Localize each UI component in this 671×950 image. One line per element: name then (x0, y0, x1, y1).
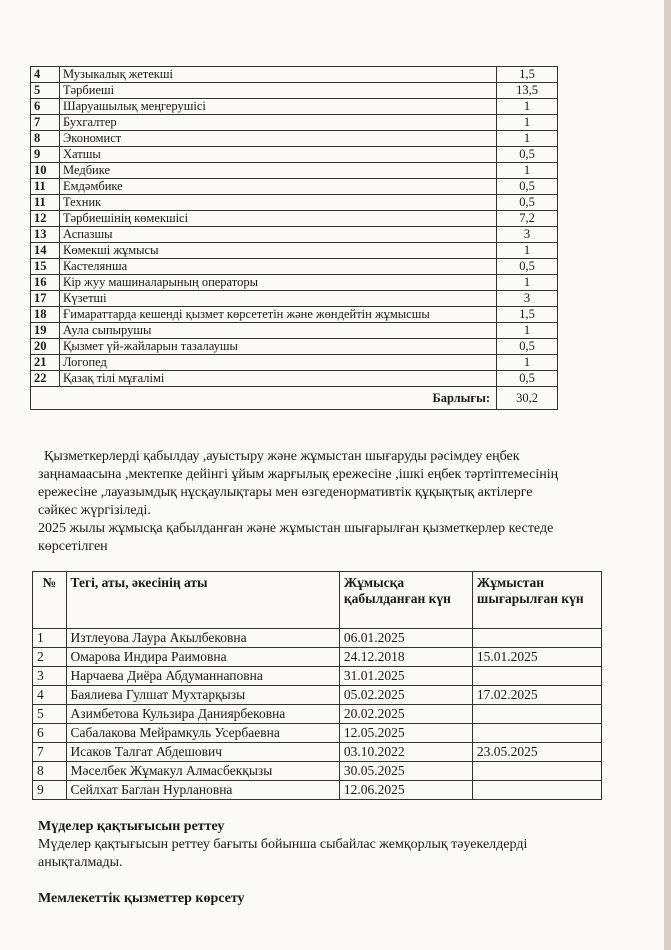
paragraph-line: 2025 жылы жұмысқа қабылданған және жұмыстан шығарылған қызметкерлер кестеде (38, 521, 554, 536)
table-row (33, 648, 602, 667)
position-name: Бухгалтер (60, 115, 497, 131)
table-row (31, 371, 558, 387)
row-number: 22 (31, 371, 60, 387)
table-row (31, 147, 558, 163)
hire-date: 12.05.2025 (339, 724, 472, 743)
position-name: Экономист (60, 131, 497, 147)
paragraph-line: көрсетілген (38, 539, 108, 554)
public-services-section (38, 890, 638, 908)
row-number: 20 (31, 339, 60, 355)
hire-dismissal-table (32, 571, 602, 800)
paragraph-line: сәйкес жүргізіледі. (38, 503, 151, 518)
position-name: Шаруашылық меңгерушісі (60, 99, 497, 115)
section-heading: Мемлекеттік қызметтер көрсету (38, 891, 245, 906)
row-number: 17 (31, 291, 60, 307)
position-name: Кастелянша (60, 259, 497, 275)
staff-positions-table (30, 66, 558, 410)
position-rate: 0,5 (497, 339, 558, 355)
position-name: Логопед (60, 355, 497, 371)
row-number: 1 (33, 629, 67, 648)
position-name: Музыкалық жетекші (60, 67, 497, 83)
table-row (31, 227, 558, 243)
row-number: 8 (31, 131, 60, 147)
row-number: 18 (31, 307, 60, 323)
hire-date: 03.10.2022 (339, 743, 472, 762)
table-row (31, 355, 558, 371)
column-header-number: № (33, 572, 67, 629)
position-rate: 13,5 (497, 83, 558, 99)
position-rate: 1 (497, 115, 558, 131)
position-name: Кір жуу машиналарының операторы (60, 275, 497, 291)
employee-name: Изтлеуова Лаура Акылбековна (66, 629, 339, 648)
table-row (33, 629, 602, 648)
total-label: Барлығы: (31, 387, 497, 410)
table-row (31, 131, 558, 147)
row-number: 19 (31, 323, 60, 339)
position-rate: 1 (497, 323, 558, 339)
total-row (31, 387, 558, 410)
position-name: Техник (60, 195, 497, 211)
position-rate: 1 (497, 163, 558, 179)
hire-date: 24.12.2018 (339, 648, 472, 667)
row-number: 10 (31, 163, 60, 179)
section-heading: Мүделер қақтығысын реттеу (38, 819, 225, 834)
table-row (31, 83, 558, 99)
table-row (33, 724, 602, 743)
dismissal-date (472, 705, 601, 724)
page-edge (664, 0, 671, 950)
employee-name: Баялиева Гулшат Мухтарқызы (66, 686, 339, 705)
position-rate: 0,5 (497, 259, 558, 275)
dismissal-date (472, 762, 601, 781)
table-row (33, 686, 602, 705)
section-text: анықталмады. (38, 855, 123, 870)
paragraph-line: ережесіне ,лауазымдық нұсқаулықтары мен өзгеденормативтік құқықтық актілерге (38, 485, 533, 500)
employee-name: Исаков Талгат Абдешович (66, 743, 339, 762)
table-row (31, 67, 558, 83)
position-name: Хатшы (60, 147, 497, 163)
table-row (31, 307, 558, 323)
position-rate: 1 (497, 131, 558, 147)
position-name: Тәрбиешінің көмекшісі (60, 211, 497, 227)
table-row (31, 339, 558, 355)
row-number: 8 (33, 762, 67, 781)
position-name: Аула сыпырушы (60, 323, 497, 339)
position-name: Ғимараттарда кешенді қызмет көрсететін және жөндейтін жұмысшы (60, 307, 497, 323)
dismissal-date (472, 781, 601, 800)
employee-name: Сейлхат Баглан Нурлановна (66, 781, 339, 800)
row-number: 21 (31, 355, 60, 371)
row-number: 14 (31, 243, 60, 259)
position-rate: 1,5 (497, 67, 558, 83)
dismissal-date (472, 667, 601, 686)
table-row (31, 323, 558, 339)
position-name: Медбике (60, 163, 497, 179)
table-row (33, 743, 602, 762)
dismissed-header-text: Жұмыстан шығарылған күн (476, 575, 584, 606)
dismissal-date: 15.01.2025 (472, 648, 601, 667)
employee-name: Нарчаева Диёра Абдуманнаповна (66, 667, 339, 686)
employee-name: Мәселбек Жұмакул Алмасбекқызы (66, 762, 339, 781)
row-number: 13 (31, 227, 60, 243)
table-row (31, 163, 558, 179)
position-rate: 7,2 (497, 211, 558, 227)
employee-name: Омарова Индира Раимовна (66, 648, 339, 667)
hire-date: 06.01.2025 (339, 629, 472, 648)
table-row (31, 243, 558, 259)
position-rate: 3 (497, 291, 558, 307)
position-name: Қазақ тілі мұғалімі (60, 371, 497, 387)
position-rate: 0,5 (497, 195, 558, 211)
hire-date: 31.01.2025 (339, 667, 472, 686)
column-header-dismissed (472, 572, 601, 629)
row-number: 7 (33, 743, 67, 762)
hired-header-text: Жұмысқа қабылданған күн (343, 575, 451, 606)
position-name: Аспазшы (60, 227, 497, 243)
hire-date: 05.02.2025 (339, 686, 472, 705)
total-value: 30,2 (497, 387, 558, 410)
position-rate: 0,5 (497, 179, 558, 195)
position-rate: 1 (497, 275, 558, 291)
row-number: 11 (31, 195, 60, 211)
table-row (33, 781, 602, 800)
table-row (31, 99, 558, 115)
dismissal-date: 23.05.2025 (472, 743, 601, 762)
position-rate: 1 (497, 355, 558, 371)
section-text: Мүделер қақтығысын реттеу бағыты бойынша сыбайлас жемқорлық тәуекелдерді (38, 837, 528, 852)
position-name: Емдәмбике (60, 179, 497, 195)
row-number: 2 (33, 648, 67, 667)
position-name: Тәрбиеші (60, 83, 497, 99)
dismissal-date (472, 724, 601, 743)
column-header-name: Тегі, аты, әкесінің аты (66, 572, 339, 629)
table-row (31, 211, 558, 227)
row-number: 9 (33, 781, 67, 800)
table-row (33, 667, 602, 686)
row-number: 16 (31, 275, 60, 291)
position-name: Күзетші (60, 291, 497, 307)
row-number: 15 (31, 259, 60, 275)
position-rate: 3 (497, 227, 558, 243)
row-number: 6 (31, 99, 60, 115)
conflict-of-interest-section (38, 818, 638, 872)
table-row (31, 179, 558, 195)
row-number: 7 (31, 115, 60, 131)
hire-date: 30.05.2025 (339, 762, 472, 781)
table-row (33, 705, 602, 724)
row-number: 4 (33, 686, 67, 705)
position-rate: 0,5 (497, 147, 558, 163)
hire-date: 12.06.2025 (339, 781, 472, 800)
row-number: 11 (31, 179, 60, 195)
table-header-row (33, 572, 602, 629)
table-row (31, 195, 558, 211)
table-row (33, 762, 602, 781)
paragraph-line: заңнамаасына ,мектепке дейінгі ұйым жарғылық ережесіне ,ішкі еңбек тәртіптемесінің (38, 467, 559, 482)
position-rate: 1 (497, 243, 558, 259)
hiring-paragraph (38, 448, 610, 556)
hire-table-body (33, 629, 602, 800)
hire-date: 20.02.2025 (339, 705, 472, 724)
position-name: Көмекші жұмысы (60, 243, 497, 259)
table-row (31, 259, 558, 275)
table-row (31, 275, 558, 291)
position-rate: 1 (497, 99, 558, 115)
row-number: 5 (31, 83, 60, 99)
column-header-hired (339, 572, 472, 629)
table-row (31, 115, 558, 131)
position-rate: 1,5 (497, 307, 558, 323)
staff-table-body (31, 67, 558, 410)
row-number: 9 (31, 147, 60, 163)
row-number: 12 (31, 211, 60, 227)
table-row (31, 291, 558, 307)
position-name: Қызмет үй-жайларын тазалаушы (60, 339, 497, 355)
employee-name: Сабалакова Мейрамкуль Усербаевна (66, 724, 339, 743)
row-number: 6 (33, 724, 67, 743)
paragraph-line: Қызметкерлерді қабылдау ,ауыстыру және жұмыстан шығаруды рәсімдеу еңбек (44, 449, 520, 464)
employee-name: Азимбетова Кульзира Даниярбековна (66, 705, 339, 724)
row-number: 3 (33, 667, 67, 686)
position-rate: 0,5 (497, 371, 558, 387)
row-number: 5 (33, 705, 67, 724)
dismissal-date: 17.02.2025 (472, 686, 601, 705)
row-number: 4 (31, 67, 60, 83)
dismissal-date (472, 629, 601, 648)
